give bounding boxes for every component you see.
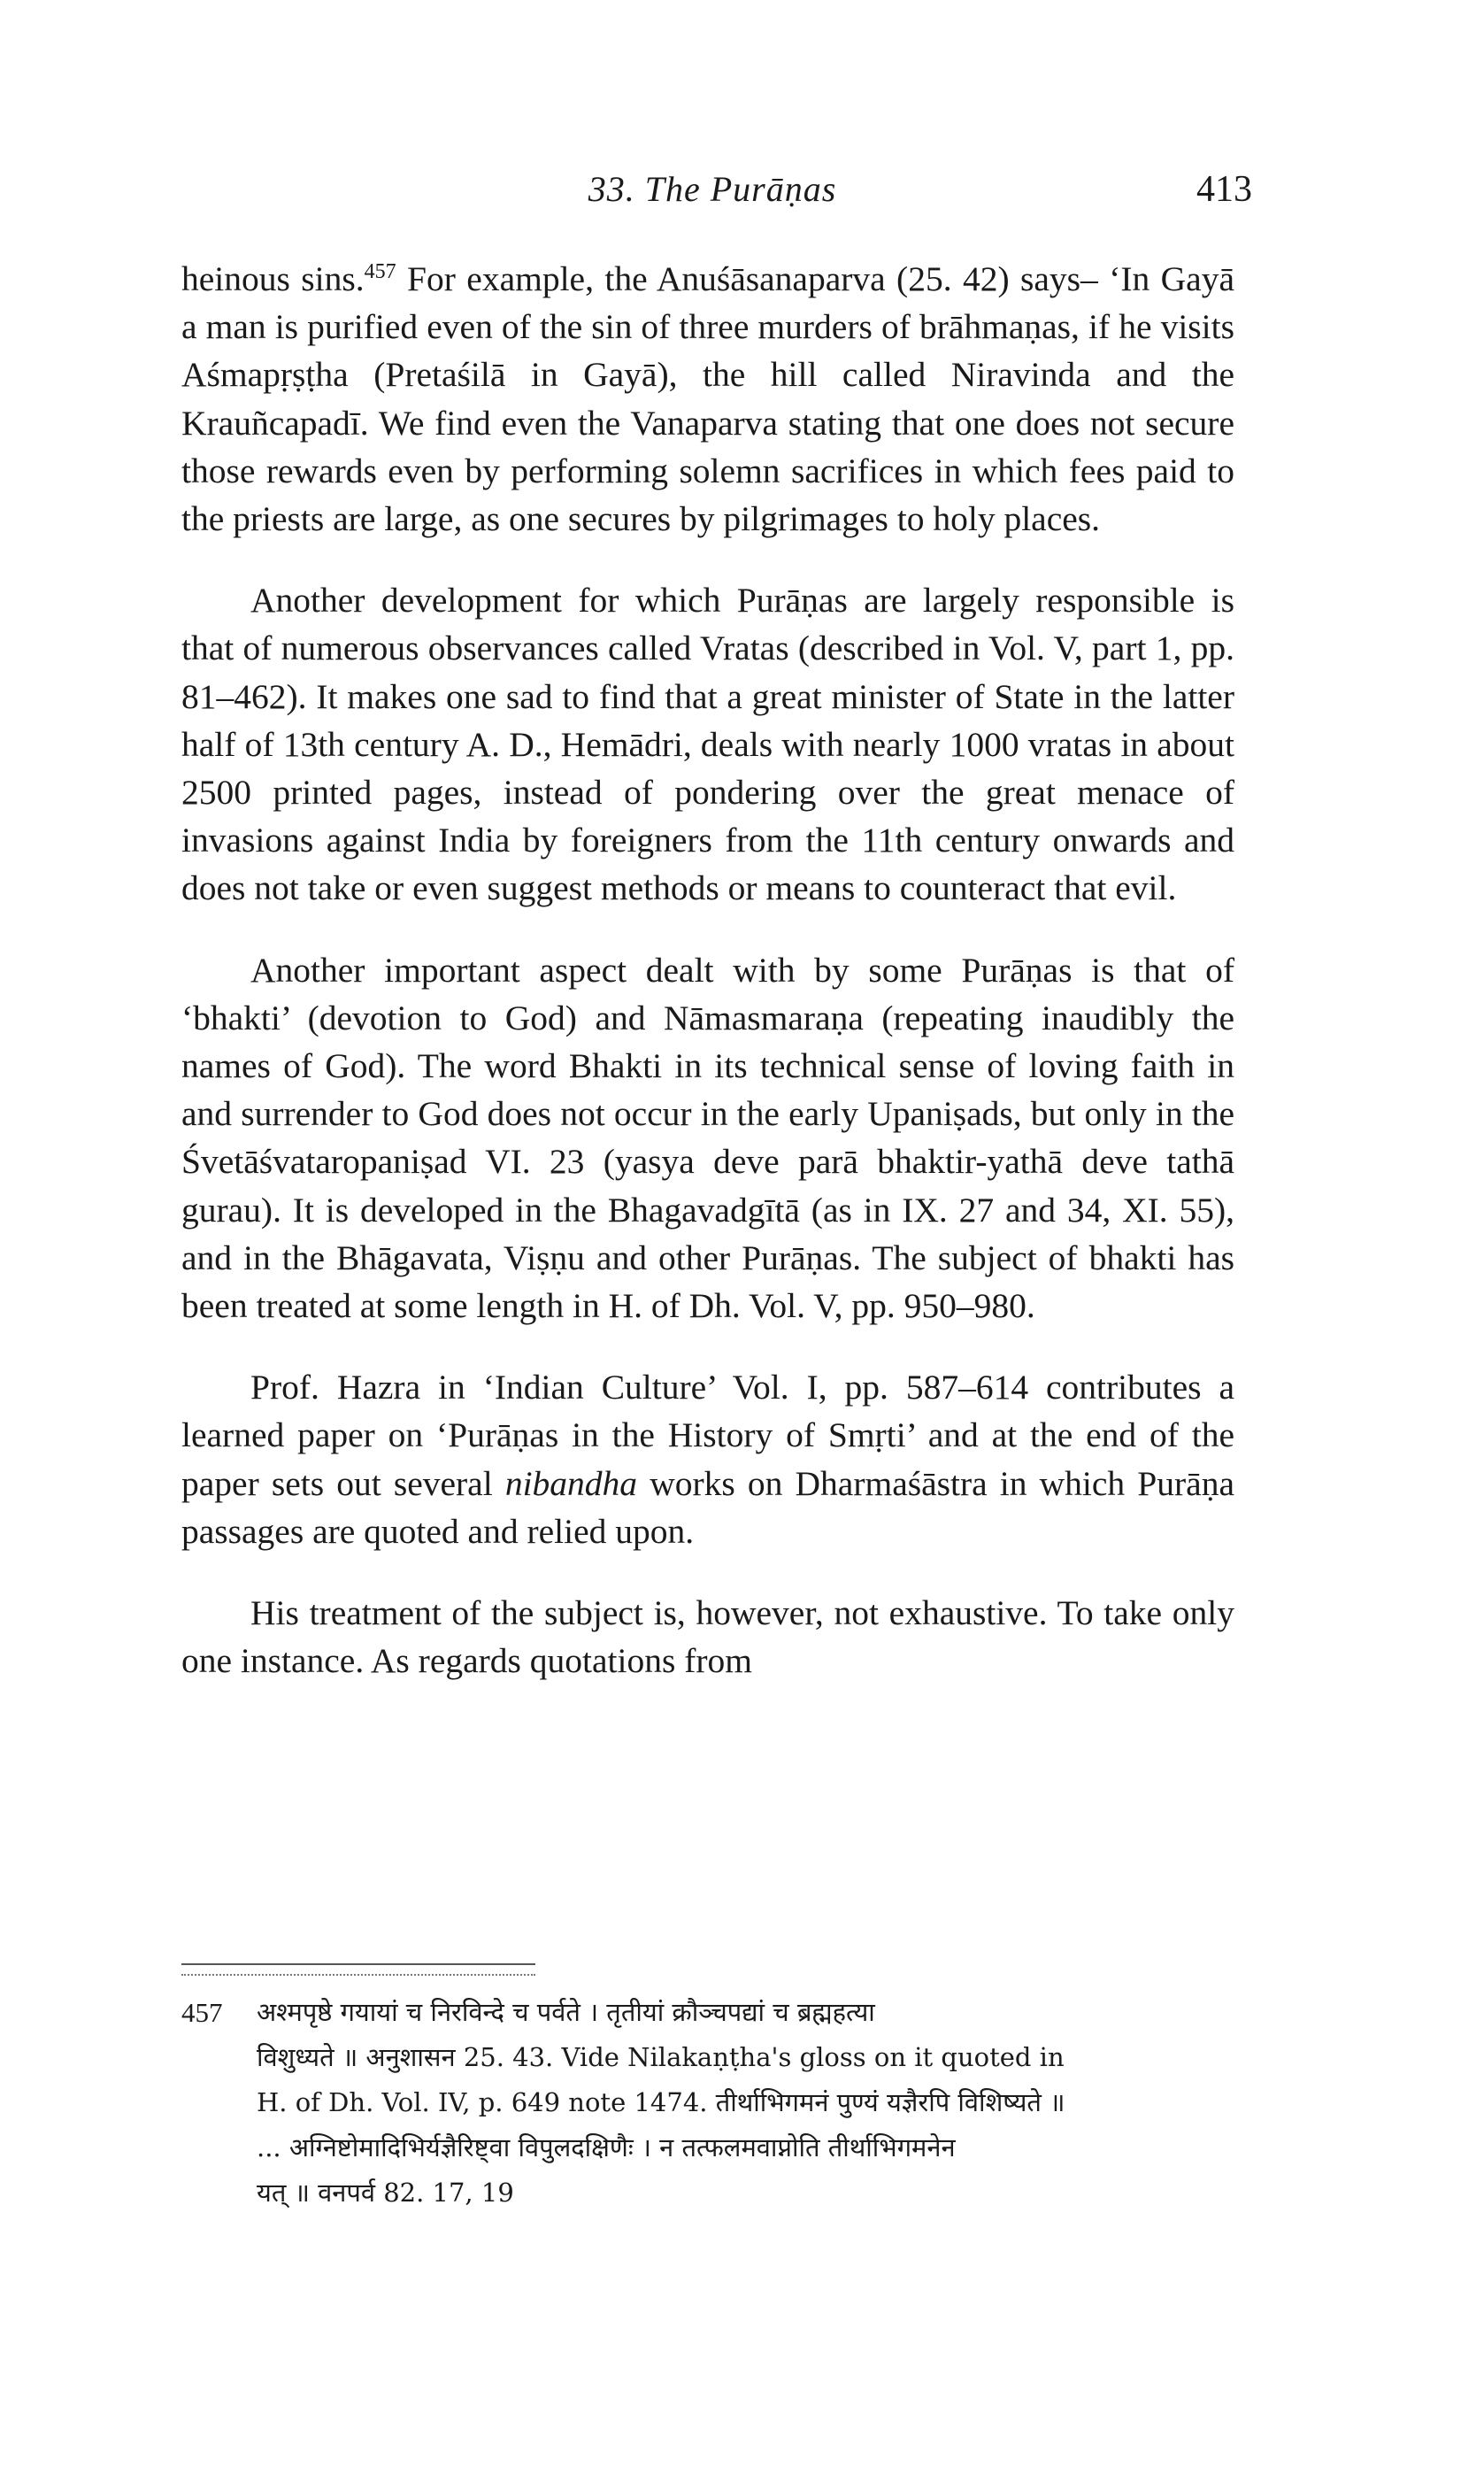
footnote-line: H. of Dh. Vol. IV, p. 649 note 1474. तीर्थाभिगमनं पुण्यं यज्ञैरपि विशिष्यते ॥ <box>257 2087 1065 2117</box>
paragraph-4-start: Prof. Hazra in ‘Indian Culture’ Vol. I, pp. 587–614 contributes a learned paper on ‘Purāṇas in the History of Smṛti’ and at the end of the paper sets out several <box>181 1368 1234 1503</box>
body-text <box>181 255 1234 1718</box>
paragraph-3: Another important aspect dealt with by some Purāṇas is that of ‘bhakti’ (devotion to God) and Nāmasmaraṇa (repeating inaudibly the names of God). The word Bhakti in its technical sense of loving faith in and surrender to God does not occur in the early Upaniṣads, but only in the Śvetāśvataropaniṣad VI. 23 (yasya deve parā bhaktir-yathā deve tathā gurau). It is developed in the Bhagavadgītā (as in IX. 27 and 34, XI. 55), and in the Bhāgavata, Viṣṇu and other Purāṇas. The subject of bhakti has been treated at some length in H. of Dh. Vol. V, pp. 950–980. <box>181 950 1234 1326</box>
footnote-line: यत् ॥ वनपर्व 82. 17, 19 <box>257 2178 514 2208</box>
paragraph-4-rest: works on Dharmaśāstra in which Purāṇa passages are quoted and relied upon. <box>181 1463 1234 1551</box>
paragraph-4-italic: nibandha <box>504 1463 638 1503</box>
running-head <box>181 168 1252 221</box>
footnote-457 <box>181 1990 1234 2216</box>
footnote-text <box>257 1990 1234 2216</box>
page-number: 413 <box>1196 169 1252 210</box>
paragraph-5: His treatment of the subject is, however, not exhaustive. To take only one instance. As regards quotations from <box>181 1593 1234 1681</box>
paragraph-1-rest: For example, the Anuśāsanaparva (25. 42) says– ‘In Gayā a man is purified even of the sin of three murders of brāhmaṇas, if he visits Aśmapṛṣṭha (Pretaśilā in Gayā), the hill called Niravinda and the Krauñcapadī. We find even the Vanaparva stating that one does not secure those rewards even by performing solemn sacrifices in which fees paid to the priests are large, as one secures by pilgrimages to holy places. <box>181 259 1234 539</box>
footnote-line: ... अग्निष्टोमादिभिर्यज्ञैरिष्ट्वा विपुलदक्षिणैः । न तत्फलमवाप्नोति तीर्थाभिगमनेन <box>257 2132 956 2162</box>
footnote-number: 457 <box>181 1997 223 2028</box>
paragraph-4 <box>181 1363 1234 1555</box>
footnote-ref-457: 457 <box>364 259 396 283</box>
running-title: 33. The Purāṇas <box>588 169 837 209</box>
footnote-line: अश्मपृष्ठे गयायां च निरविन्दे च पर्वते । तृतीयां क्रौञ्चपद्यां च ब्रह्महत्या <box>257 1997 875 2027</box>
paragraph-1 <box>181 255 1234 543</box>
footnote-row <box>181 1990 1234 2216</box>
paragraph-2: Another development for which Purāṇas are largely responsible is that of numerous observances called Vratas (described in Vol. V, part 1, pp. 81–462). It makes one sad to find that a great minister of State in the latter half of 13th century A. D., Hemādri, deals with nearly 1000 vratas in about 2500 printed pages, instead of pondering over the great menace of invasions against India by foreigners from the 11th century onwards and does not take or even suggest methods or means to counteract that evil. <box>181 581 1234 908</box>
footnote-rule <box>181 1963 535 1976</box>
footnote-line: विशुध्यते ॥ अनुशासन 25. 43. Vide Nilakaṇṭha's gloss on it quoted in <box>257 2042 1065 2072</box>
paragraph-1-start: heinous sins. <box>181 259 365 298</box>
